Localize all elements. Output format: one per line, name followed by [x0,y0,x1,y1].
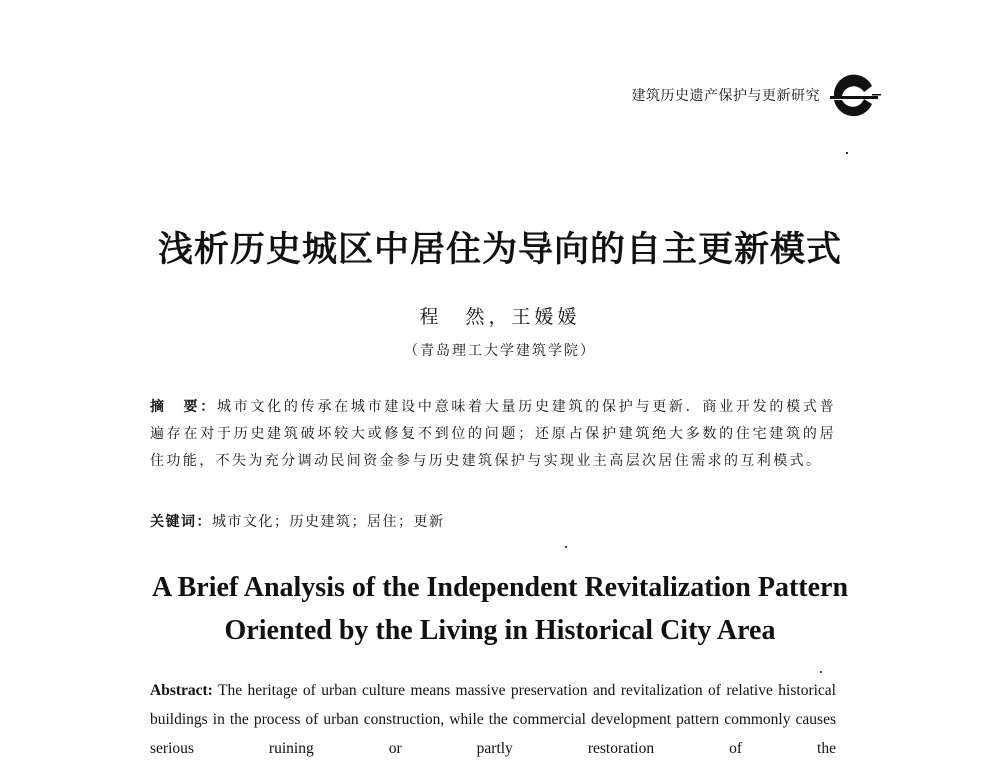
paper-title-en [0,566,1000,652]
keywords-zh-label: 关键词： [150,514,212,530]
scan-speck [565,546,567,548]
section-label: 建筑历史遗产保护与更新研究 [631,88,820,104]
section-header [632,72,883,118]
paper-title-en-line2: Oriented by the Living in Historical City Area [224,615,776,646]
keywords-zh-text: 城市文化；历史建筑；居住；更新 [212,514,445,530]
paper-title-en-line1: A Brief Analysis of the Independent Revitalization Pattern [151,572,849,603]
scan-speck [820,671,822,673]
scan-speck [846,152,848,154]
affiliation-zh: （青岛理工大学建筑学院） [404,343,596,359]
journal-logo-icon [826,72,882,118]
abstract-zh-text: 城市文化的传承在城市建设中意味着大量历史建筑的保护与更新．商业开发的模式普遍存在对于历史建筑破坏较大或修复不到位的问题；还原占保护建筑绝大多数的住宅建筑的居住功能，不失为充分调动民间资金参与历史建筑保护与实现业主高层次居住需求的互利模式。 [150,399,836,469]
abstract-en-text: The heritage of urban culture means massive preservation and revitalization of relative historical buildings in the process of urban construction, while the commercial development pattern commonly causes serious ruining or partly restoration of the [150,682,836,757]
authors-zh: 程 然，王媛媛 [419,306,581,328]
abstract-zh [150,394,836,475]
abstract-zh-label: 摘 要： [150,399,217,415]
abstract-en-label: Abstract: [150,682,213,699]
keywords-zh [150,511,836,531]
paper-title-zh: 浅析历史城区中居住为导向的自主更新模式 [157,229,842,270]
abstract-en [150,676,836,763]
